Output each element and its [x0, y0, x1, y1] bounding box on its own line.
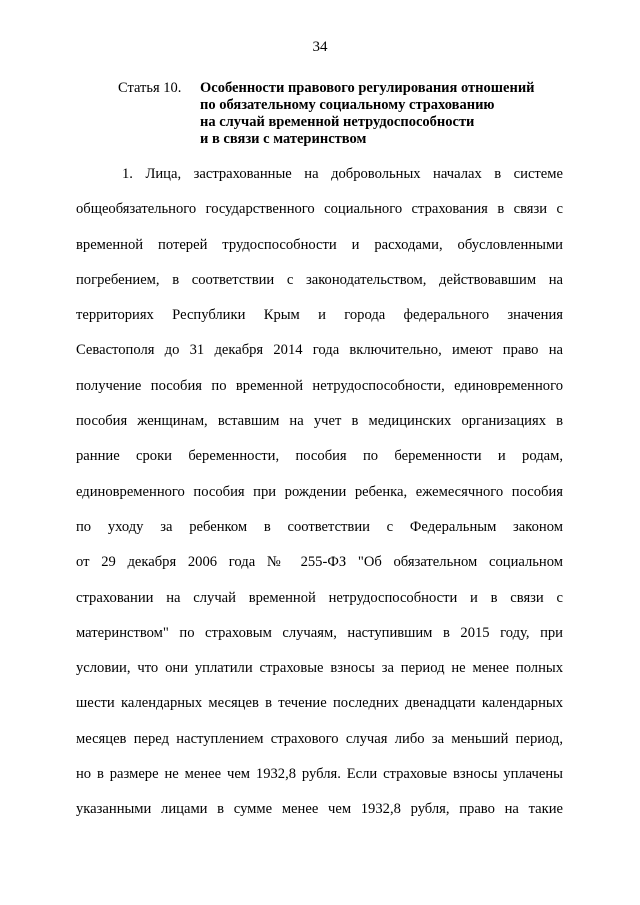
body-line: условии, что они уплатили страховые взносы за период не менее полных: [76, 660, 563, 677]
body-line: погребением, в соответствии с законодательством, действовавшим на: [76, 271, 563, 288]
body-line: временной потерей трудоспособности и расходами, обусловленными: [76, 236, 563, 253]
body-line: страховании на случай временной нетрудоспособности и в связи с: [76, 589, 563, 606]
body-line: Севастополя до 31 декабря 2014 года включительно, имеют право на: [76, 342, 563, 359]
article-title: [200, 80, 620, 148]
body-line: общеобязательного государственного социального страхования в связи с: [76, 201, 563, 218]
article-title-line: и в связи с материнством: [200, 131, 367, 147]
body-line: по уходу за ребенком в соответствии с Федеральным законом: [76, 518, 563, 535]
body-line: но в размере не менее чем 1932,8 рубля. Если страховые взносы уплачены: [76, 766, 563, 783]
body-line: указанными лицами в сумме менее чем 1932,8 рубля, право на такие: [76, 801, 563, 818]
body-line: пособия женщинам, вставшим на учет в медицинских организациях в: [76, 413, 563, 430]
body-line: 1. Лица, застрахованные на добровольных началах в системе: [122, 166, 563, 182]
body-line: ранние сроки беременности, пособия по беременности и родам,: [76, 448, 563, 465]
article-title-line: Особенности правового регулирования отношений: [200, 80, 535, 96]
body-line: получение пособия по временной нетрудоспособности, единовременного: [76, 377, 563, 394]
page-number: 34: [312, 39, 328, 55]
body-line: шести календарных месяцев в течение последних двенадцати календарных: [76, 695, 563, 712]
article-title-line: по обязательному социальному страхованию: [200, 97, 495, 113]
body-line: от 29 декабря 2006 года № 255-ФЗ "Об обязательном социальном: [76, 554, 563, 571]
body-line: материнством" по страховым случаям, наступившим в 2015 году, при: [76, 624, 563, 641]
article-label: Статья 10.: [118, 80, 182, 96]
body-line: единовременного пособия при рождении ребенка, ежемесячного пособия: [76, 483, 563, 500]
article-body: [76, 163, 563, 834]
article-title-line: на случай временной нетрудоспособности: [200, 114, 475, 130]
body-line: территориях Республики Крым и города федерального значения: [76, 307, 563, 324]
body-line: месяцев перед наступлением страхового случая либо за меньший период,: [76, 730, 563, 747]
